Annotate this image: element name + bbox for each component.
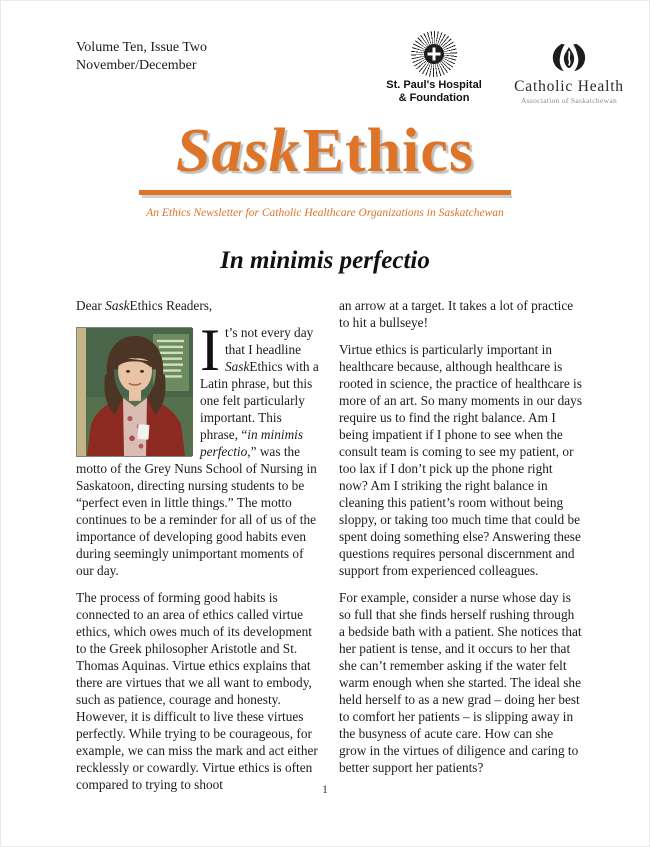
para-2: The process of forming good habits is connected to an area of ethics called virtue ethics, which owes much of its development to the Greek philosopher Aristotle and St. Thomas Aquinas. Virtue ethics explains that there are virtues that we all want to embody, such as patience, courage and honesty. However, it is difficult to live these virtues perfectly. While trying to be courageous, for example, we can miss the mark and act either recklessly or cowardly. Virtue ethics is often compared to trying to shoot [76, 590, 318, 793]
date-line: November/December [76, 58, 197, 74]
volume-line: Volume Ten, Issue Two [76, 40, 208, 55]
greeting-sask: Sask [105, 298, 130, 314]
masthead-title-italic: Sask [176, 116, 301, 185]
issue-info [76, 31, 207, 75]
masthead-subtitle: An Ethics Newsletter for Catholic Healthcare Organizations in Saskatchewan [146, 207, 504, 220]
chas-logo-title: Catholic Health [514, 77, 624, 95]
para-1 [76, 317, 319, 579]
stpauls-line2: & Foundation [398, 91, 470, 104]
para-4: Virtue ethics is particularly important in healthcare because, although healthcare is rooted in science, the practice of healthcare is more of an art. So many moments in our days require us to find the right balance. Am I being impatient if I phone to see when the consult team is coming to see my patient, or too lax if I don’t pick up the phone right now? Am I striking the right balance in cleaning this patient’s room without being sloppy, or taking too much time that could be spent doing something else? Answering these questions requires personal discernment and support from experienced colleagues. [339, 342, 582, 579]
para-1-s5: ,” was the motto of the Grey Nuns School of Nursing in Saskatoon, directing nursing students to be “perfect even in little things.” The motto continues to be a reminder for all of us of the importance of developing good habits even during seemingly unimportant moments of our day. [76, 444, 317, 579]
starburst-cross-icon [411, 31, 457, 77]
para-1-s2: Sask [224, 359, 250, 375]
masthead-title [1, 116, 649, 185]
masthead-title-regular: Ethics [302, 116, 474, 185]
para-3: an arrow at a target. It takes a lot of practice to hit a bullseye! [339, 298, 574, 331]
greeting-pre: Dear [76, 298, 106, 314]
logos [375, 31, 639, 105]
para-1-s1: t’s not every day that I headline [224, 325, 314, 358]
drop-cap: I [200, 317, 220, 384]
chas-logo-subtitle: Association of Saskatchewan [521, 95, 617, 105]
masthead [1, 116, 649, 220]
flame-hands-icon [548, 61, 590, 78]
stpauls-logo [375, 31, 493, 105]
para-1-s4: in minimis perfectio [200, 427, 304, 460]
article-title: In minimis perfectio [220, 247, 430, 275]
para-5: For example, consider a nurse whose day is so full that she finds herself rushing through a bedside bath with a patient. She notices that her patient is tense, and it occurs to her that she can’t remember asking if the water felt warm enough when she started. The ideal she held herself to as a new grad – doing her best to comfort her patients – is slipping away in the busyness of acute care. How can she grow in the virtues of diligence and caring to better support her patients? [339, 590, 582, 776]
author-photo [76, 327, 192, 457]
stpauls-logo-text [375, 79, 493, 105]
column-right [339, 297, 582, 803]
greeting [76, 297, 319, 314]
para-1-s3: Ethics with a Latin phrase, but this one felt particularly important. This phrase, “ [200, 359, 319, 443]
article-body [1, 297, 649, 803]
header [1, 1, 649, 105]
column-left [76, 297, 319, 803]
page-number: 1 [322, 784, 328, 796]
stpauls-line1: St. Paul's Hospital [386, 79, 482, 91]
greeting-post: Ethics Readers, [129, 298, 213, 314]
masthead-rule [139, 190, 511, 195]
chas-logo [503, 42, 635, 105]
